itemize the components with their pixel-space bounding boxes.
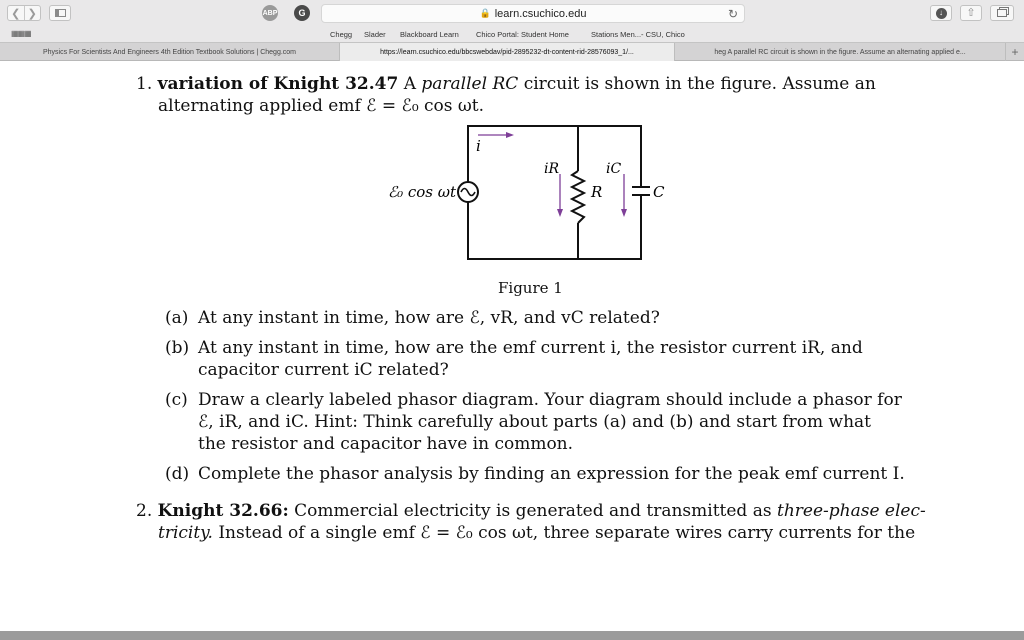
downloads-button[interactable]: [930, 5, 952, 21]
capacitor-current-label: iC: [606, 161, 622, 177]
abp-icon[interactable]: ABP: [262, 5, 278, 21]
part-d-label: (d): [165, 464, 190, 484]
current-label: i: [476, 137, 481, 155]
sidebar-icon: [55, 9, 66, 17]
address-bar[interactable]: [321, 4, 745, 23]
problem-1-line-1: 1. variation of Knight 32.47 A parallel RC circuit is shown in the figure. Assume an: [136, 74, 876, 94]
resistor-icon: [572, 171, 584, 223]
circuit-wires: [468, 126, 641, 259]
favorite-chico-portal[interactable]: Chico Portal: Student Home: [476, 30, 569, 39]
favorites-bar: [0, 27, 1024, 42]
favorite-slader[interactable]: Slader: [364, 30, 386, 39]
share-icon: ⇧: [966, 6, 976, 19]
problem-2-line-1: 2. Knight 32.66: Commercial electricity is generated and transmitted as three-phase elec-: [136, 501, 926, 521]
grid-icon[interactable]: ▦▦▦: [11, 29, 31, 38]
tab-blackboard-pdf[interactable]: https://learn.csuchico.edu/bbcswebdav/pid-2895232-dt-content-rid-28576093_1/...: [340, 43, 675, 61]
sidebar-toggle-button[interactable]: [49, 5, 71, 21]
current-arrow-icon: [506, 132, 514, 138]
resistor-current-label: iR: [544, 161, 560, 177]
resistor-label: R: [591, 183, 603, 201]
problem-1-heading: variation of Knight 32.47: [157, 74, 399, 94]
tab-chegg-question[interactable]: heg A parallel RC circuit is shown in the figure. Assume an alternating applied e...: [675, 43, 1006, 61]
part-b-label: (b): [165, 338, 190, 358]
favorite-blackboard[interactable]: Blackboard Learn: [400, 30, 459, 39]
forward-button[interactable]: ❯: [27, 7, 37, 20]
tab-chegg[interactable]: Physics For Scientists And Engineers 4th Edition Textbook Solutions | Chegg.com: [0, 43, 340, 61]
part-a-label: (a): [165, 308, 189, 328]
source-label: ℰ₀ cos ωt: [388, 183, 457, 201]
resistor-current-arrow-icon: [557, 209, 563, 217]
problem-1-line-2: alternating applied emf ℰ = ℰ₀ cos ωt.: [158, 96, 485, 116]
download-icon: ↓: [936, 8, 947, 19]
tabs-icon: [997, 9, 1007, 17]
share-button[interactable]: [960, 5, 982, 21]
part-a-text: At any instant in time, how are ℰ, vR, and vC related?: [198, 308, 660, 328]
lock-icon: 🔒: [479, 8, 491, 18]
capacitor-current-arrow-icon: [621, 209, 627, 217]
favorite-stations-menu[interactable]: Stations Men...- CSU, Chico: [591, 30, 685, 39]
part-b-text-2: capacitor current iC related?: [198, 360, 449, 380]
part-d-text: Complete the phasor analysis by finding an expression for the peak emf current I.: [198, 464, 905, 484]
problem-2-line-2: tricity. Instead of a single emf ℰ = ℰ₀ cos ωt, three separate wires carry currents for the: [158, 523, 916, 543]
reload-icon[interactable]: ↻: [727, 7, 738, 21]
tab-bar: [0, 42, 1024, 61]
favorite-chegg[interactable]: Chegg: [330, 30, 353, 39]
back-button[interactable]: ❮: [8, 6, 25, 20]
nav-buttons: [7, 5, 41, 21]
new-tab-button[interactable]: +: [1011, 45, 1019, 59]
pdf-document: [0, 61, 1024, 640]
browser-toolbar: [0, 0, 1024, 27]
capacitor-label: C: [653, 183, 665, 201]
figure-caption: Figure 1: [498, 279, 563, 297]
part-c-text-2: ℰ, iR, and iC. Hint: Think carefully about parts (a) and (b) and start from what: [198, 412, 872, 432]
part-c-text-1: Draw a clearly labeled phasor diagram. Your diagram should include a phasor for: [198, 390, 902, 410]
rc-circuit-figure: [380, 121, 680, 281]
part-c-text-3: the resistor and capacitor have in common.: [198, 434, 574, 454]
grammarly-icon[interactable]: G: [294, 5, 310, 21]
url-text: learn.csuchico.edu: [494, 7, 587, 20]
part-c-label: (c): [165, 390, 188, 410]
problem-2-heading: Knight 32.66:: [157, 501, 289, 521]
window-bottom-edge: [0, 631, 1024, 640]
part-b-text-1: At any instant in time, how are the emf current i, the resistor current iR, and: [198, 338, 863, 358]
tabs-overview-button[interactable]: [990, 5, 1014, 21]
